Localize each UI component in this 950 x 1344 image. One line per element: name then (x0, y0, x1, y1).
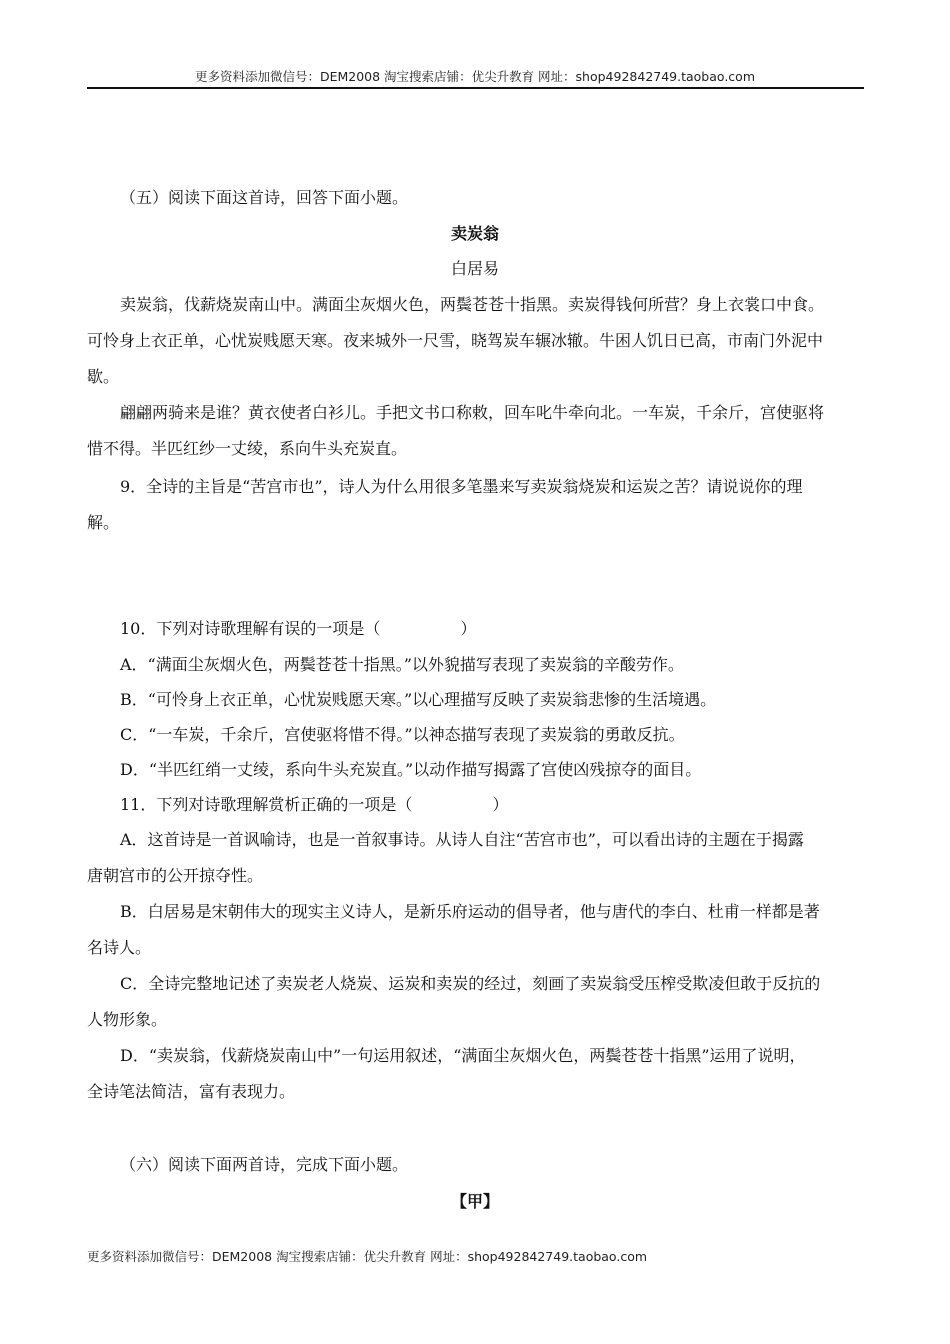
q11-option-a-cont: 唐朝宫市的公开掠夺性。 (87, 866, 264, 885)
poem-line: 翩翩两骑来是谁？黄衣使者白衫儿。手把文书口称敕，回车叱牛牵向北。一车炭，千余斤，宫使驱将 (120, 403, 825, 422)
q10-option-a: A．“满面尘灰烟火色，两鬓苍苍十指黑。”以外貌描写表现了卖炭翁的辛酸劳作。 (120, 655, 684, 674)
q11-option-b-cont: 名诗人。 (87, 938, 152, 957)
q10-option-d: D．“半匹红绡一丈绫，系向牛头充炭直。”以动作描写揭露了宫使凶残掠夺的面目。 (120, 760, 702, 779)
section-6-intro: （六）阅读下面两首诗，完成下面小题。 (120, 1155, 409, 1174)
q11-option-d: D．“卖炭翁，伐薪烧炭南山中”一句运用叙述，“满面尘灰烟火色，两鬓苍苍十指黑”运用了说明， (120, 1046, 806, 1065)
page-header: 更多资料添加微信号：DEM2008 淘宝搜索店铺：优尖升教育 网址：shop492842749.taobao.com (194, 69, 756, 84)
poem-line: 惜不得。半匹红纱一丈绫，系向牛头充炭直。 (87, 439, 408, 458)
poem-jia-label: 【甲】 (450, 1192, 499, 1211)
section-5-intro: （五）阅读下面这首诗，回答下面小题。 (120, 188, 409, 207)
question-9-cont: 解。 (87, 513, 120, 532)
q11-option-c: C．全诗完整地记述了卖炭老人烧炭、运炭和卖炭的经过，刻画了卖炭翁受压榨受欺凌但敢于反抗的 (120, 974, 821, 993)
poem-line: 可怜身上衣正单，心忧炭贱愿天寒。夜来城外一尺雪，晓驾炭车辗冰辙。牛困人饥日已高，市南门外泥中 (87, 331, 824, 350)
q11-option-a: A．这首诗是一首讽喻诗，也是一首叙事诗。从诗人自注“苦宫市也”，可以看出诗的主题在于揭露 (120, 830, 804, 849)
poem-title: 卖炭翁 (450, 224, 499, 243)
question-10: 10．下列对诗歌理解有误的一项是（ ） (120, 619, 477, 638)
poem-line: 卖炭翁，伐薪烧炭南山中。满面尘灰烟火色，两鬓苍苍十指黑。卖炭得钱何所营？身上衣裳口中食。 (120, 295, 825, 314)
header-rule (87, 87, 864, 89)
poem-line: 歇。 (87, 367, 120, 386)
q11-option-d-cont: 全诗笔法简洁，富有表现力。 (87, 1082, 296, 1101)
q11-option-c-cont: 人物形象。 (87, 1010, 168, 1029)
question-11: 11．下列对诗歌理解赏析正确的一项是（ ） (120, 795, 509, 814)
page-footer: 更多资料添加微信号：DEM2008 淘宝搜索店铺：优尖升教育 网址：shop492842749.taobao.com (87, 1249, 648, 1264)
q10-option-c: C．“一车炭，千余斤，宫使驱将惜不得。”以神态描写表现了卖炭翁的勇敢反抗。 (120, 725, 685, 744)
q10-option-b: B．“可怜身上衣正单，心忧炭贱愿天寒。”以心理描写反映了卖炭翁悲惨的生活境遇。 (120, 690, 717, 709)
q11-option-b: B．白居易是宋朝伟大的现实主义诗人，是新乐府运动的倡导者，他与唐代的李白、杜甫一样都是著 (120, 902, 820, 921)
question-9: 9．全诗的主旨是“苦宫市也”，诗人为什么用很多笔墨来写卖炭翁烧炭和运炭之苦？请说说你的理 (120, 477, 803, 496)
poem-author: 白居易 (450, 259, 499, 278)
